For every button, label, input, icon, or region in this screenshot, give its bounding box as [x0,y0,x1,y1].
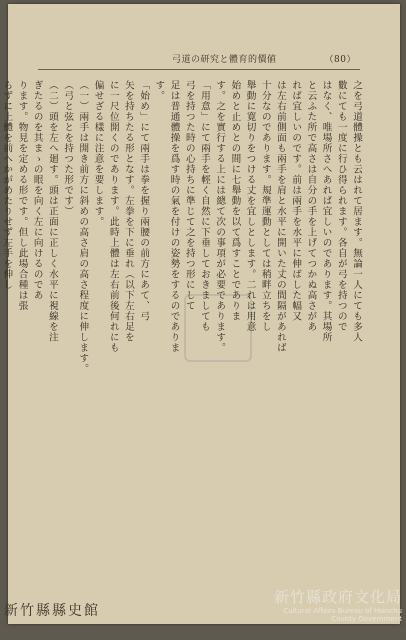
text-line: ぎたるのを其まゝの眼を向く左に向けるのであ [31,80,43,301]
text-line: 數にても一度に行ひ得られます。各自が弓を持つので [335,80,347,332]
scanned-page [1,4,400,624]
text-line: ります。物見を定める形です。但し此場合種は張 [16,80,28,311]
text-line: は左右前側面も兩手を肩と水平に開いた丈の間隔があれば [274,80,286,353]
bureau-watermark [274,586,402,623]
bureau-title: 新竹縣政府文化局 [273,588,402,606]
text-line: 十分なのであります。規準運動としては稍畔立ちをし [259,80,271,332]
text-line: 弓を持つた時の心持ちに準じて之を持つ形にして [183,80,195,311]
text-line: （二）頭を左へ廻す。頭は正面に正しく水平に視線を注 [46,80,58,343]
text-line: 「用意」にて兩手を輕く自然に下垂しておきましても [198,80,210,332]
vertical-text-body [1,80,364,572]
bureau-name-en-1: Cultural Affairs Bureau of Hsinchu [283,607,402,615]
text-line: と云ふた所で高さは自分の手を上げてつかぬ高さがあ [305,80,317,332]
running-header [172,50,356,66]
text-line: 矢を持ちたる形となす。左拳を下に垂れ（以下左右足を [122,80,134,343]
archive-seal: 新竹縣縣史館 [4,603,100,619]
text-line: はなく、唯場所さへあれば宜しいのであります。其場所 [320,80,332,343]
text-line: に一尺位開くのであります。此時上體は左右前後何れにも [107,80,119,353]
text-line: 始めと止めとの間に七舉動を以て爲すことでありま [229,80,241,322]
header-divider [38,69,360,70]
text-line: らずに上體を前へかがめたりせず左手を伸し [1,80,13,290]
text-line: 「始め」にて兩手は拳を握り兩腰の前方にあて、弓 [138,80,150,322]
text-line: 偏せざる樣に注意を要します。 [92,80,104,227]
text-line: れば宜しいのです。前は兩手を水平に伸ばした幅又 [290,80,302,322]
bureau-name-en-2: County Government [331,615,402,623]
text-line: す。之を實行する上には總て次の事項が必要であります。 [214,80,226,353]
text-line: す。 [153,80,165,101]
header-title: 弓道の研究と體育的價値 [172,54,277,65]
page-number: （80） [324,54,356,65]
text-line: （一）兩手は開き前方に斜めの高さ肩の高さ程度に伸します。 [77,80,89,374]
text-line: 舉動に寛切りをつける丈を宜しとします。二れは用意 [244,80,256,332]
text-line: 足は普通體操を爲す時の氣を付けの姿勢をするのでありま [168,80,180,353]
text-line: 之を弓道體操とも云はれて居ます。無論一人にても多人 [351,80,362,343]
text-line: （弓と弦とを持つた形です） [62,80,74,217]
